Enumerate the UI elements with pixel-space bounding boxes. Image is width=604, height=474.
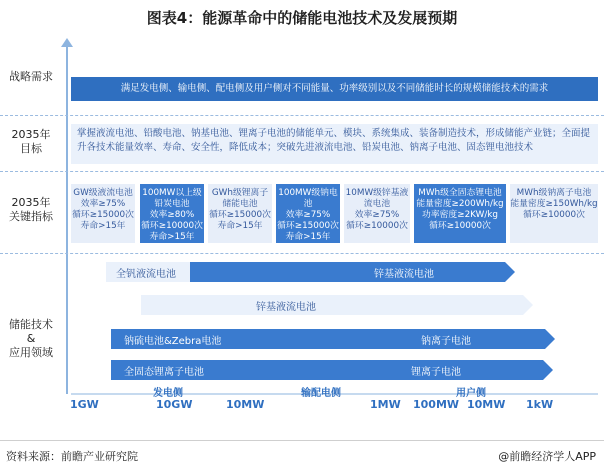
key-indicator-line: 寿命>15年 <box>285 232 331 242</box>
key-indicator-line: 能量密度≥200Wh/kg <box>416 199 504 209</box>
key-indicator-line: 循环≥10000次 <box>141 221 203 231</box>
section-user: 用户侧 <box>456 388 486 399</box>
row-label-tech-line1: 储能技术 <box>9 318 53 331</box>
key-indicator-line: 效率≥75% <box>354 210 400 220</box>
footer-divider <box>0 440 604 441</box>
label-sodium-ion: 钠离子电池 <box>421 336 471 347</box>
section-transmission: 输配电侧 <box>301 388 341 399</box>
label-sodium-sulfur: 钠硫电池&Zebra电池 <box>124 336 222 347</box>
section-generation: 发电侧 <box>153 388 183 399</box>
row-label-goal-line2: 目标 <box>20 142 42 155</box>
key-indicator-line: 循环≥10000次 <box>523 210 585 220</box>
source-note: 资料来源：前瞻产业研究院 <box>6 450 138 463</box>
label-vanadium: 全钒液流电池 <box>116 269 176 280</box>
brand-label: @前瞻经济学人APP <box>498 450 596 463</box>
row-label-strategy: 战略需求 <box>9 70 53 83</box>
row-label-tech-line3: 应用领域 <box>9 346 53 359</box>
key-indicator-line: GWh级锂离子 <box>211 188 269 198</box>
key-indicator-line: 10MW级锌基液 <box>345 188 409 198</box>
key-indicator-line: 功率密度≥2KW/kg <box>422 210 498 220</box>
key-indicator-line: 效率≥75% <box>285 210 331 220</box>
key-indicator-line: 循环≥15000次 <box>209 210 271 220</box>
label-lithium-ion: 锂离子电池 <box>411 367 461 378</box>
key-indicator-line: 效率≥80% <box>149 210 195 220</box>
arrow-zinc-right <box>190 262 515 282</box>
key-indicator-line: 能量密度≥150Wh/kg <box>510 199 598 209</box>
goal-box: 掌握液流电池、铅酸电池、钠基电池、锂离子电池的储能单元、模块、系统集成、装备制造技术，形成储能产业链；全面提升各技术能量效率、寿命、安全性，降低成本；突破先进液流电池、铅炭电池、钠离子电池、固态锂电池技术 <box>71 124 598 164</box>
row-label-key-line2: 关键指标 <box>9 210 53 223</box>
key-indicator-line: 寿命>15年 <box>217 221 263 231</box>
key-indicator-line: 循环≥15000次 <box>72 210 134 220</box>
label-solid-lithium: 全固态锂离子电池 <box>124 367 204 378</box>
key-indicator-line: 寿命>15年 <box>149 232 195 242</box>
row-label-key-line1: 2035年 <box>11 196 51 209</box>
row-label-tech-line2: & <box>26 332 36 345</box>
key-indicator-line: 铅炭电池 <box>154 199 190 209</box>
key-indicator-line: 循环≥15000次 <box>277 221 339 231</box>
strategy-bar: 满足发电侧、输电侧、配电侧及用户侧对不同能量、功率级别以及不同储能时长的规模储能技术的需求 <box>71 77 598 101</box>
key-indicator-line: 循环≥10000次 <box>429 221 491 231</box>
key-indicator-line: MWh级钠离子电池 <box>516 188 592 198</box>
x-label: 1MW <box>370 398 401 411</box>
x-label: 100MW <box>413 398 460 411</box>
arrow-zinc-flow <box>141 295 533 315</box>
x-label: 10MW <box>467 398 506 411</box>
key-indicator-line: 流电池 <box>363 199 391 209</box>
x-label: 10GW <box>156 398 193 411</box>
key-indicator-line: 循环≥10000次 <box>346 221 408 231</box>
key-indicator-line: 储能电池 <box>222 199 258 209</box>
x-label: 1GW <box>70 398 99 411</box>
x-label: 1kW <box>526 398 554 411</box>
label-zinc-flow: 锌基液流电池 <box>256 302 316 313</box>
label-zinc-flow-right: 锌基液流电池 <box>374 269 434 280</box>
key-indicator-line: GW级液流电池 <box>73 188 133 198</box>
row-label-goal-line1: 2035年 <box>11 128 51 141</box>
key-indicator-line: 寿命>15年 <box>80 221 126 231</box>
key-indicator-line: 100MW级钠电池 <box>278 188 338 209</box>
key-indicator-line: 100MW以上级 <box>142 188 202 198</box>
key-indicator-line: MWh级全固态锂电池 <box>418 188 502 198</box>
chart-title: 图表4：能源革命中的储能电池技术及发展预期 <box>146 9 458 27</box>
key-indicator-line: 效率≥75% <box>80 199 126 209</box>
x-label: 10MW <box>226 398 265 411</box>
